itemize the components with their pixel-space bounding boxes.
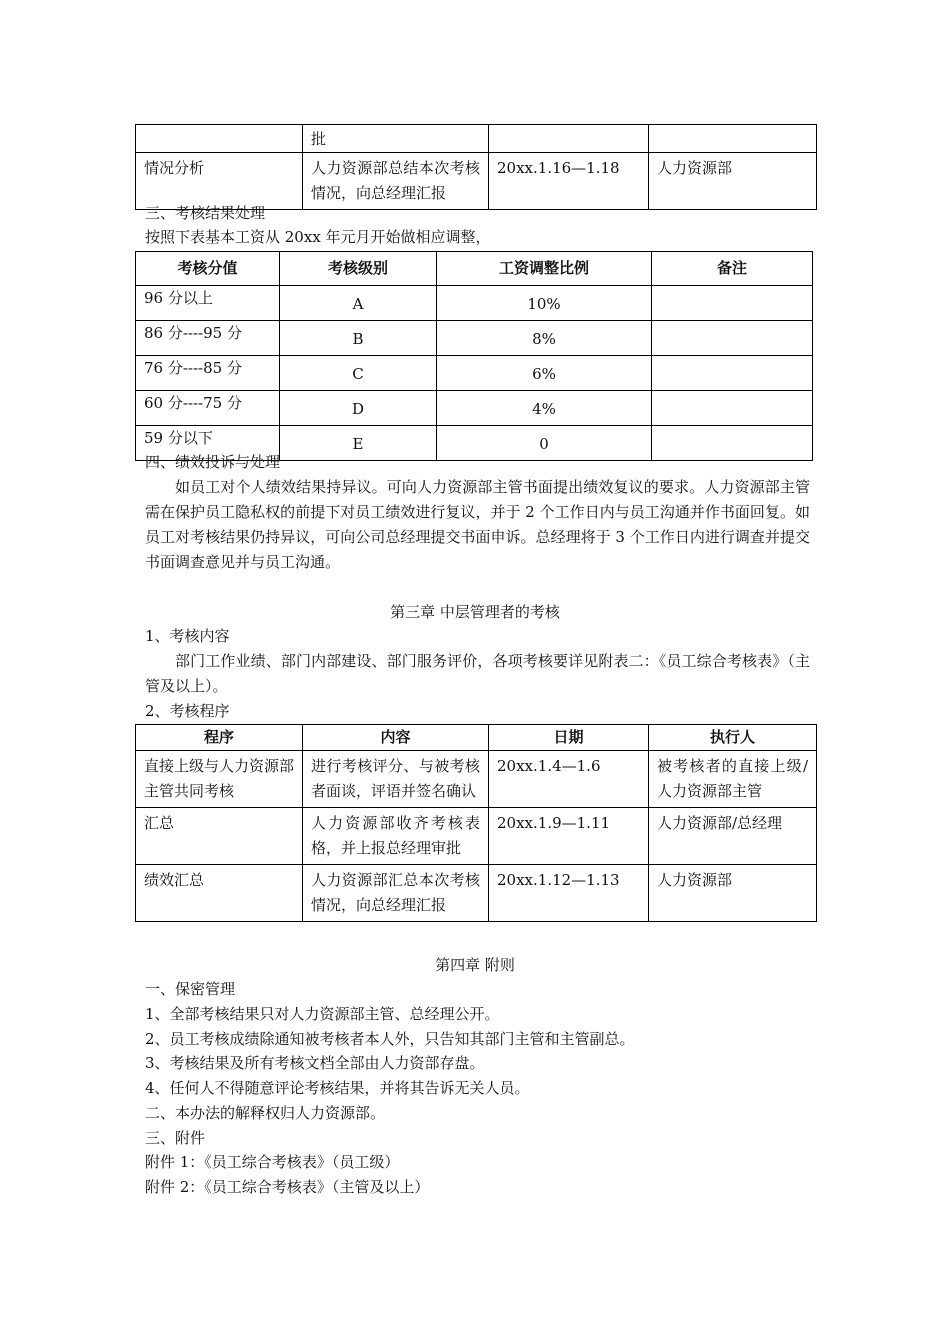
list-item: 4、任何人不得随意评论考核结果，并将其告诉无关人员。 [145, 1079, 530, 1097]
column-header: 内容 [303, 725, 489, 751]
table-row [136, 751, 817, 808]
table-row [136, 286, 813, 321]
list-item: 2、员工考核成绩除通知被考核者本人外，只告知其部门主管和主管副总。 [145, 1030, 635, 1048]
column-header: 考核分值 [136, 252, 280, 286]
table-cell: 直接上级与人力资源部主管共同考核 [136, 751, 303, 808]
column-header: 程序 [136, 725, 303, 751]
table-cell: 人力资源部 [649, 865, 817, 922]
table-row [136, 321, 813, 356]
chapter-title: 第三章 中层管理者的考核 [390, 603, 560, 621]
table-cell: 绩效汇总 [136, 865, 303, 922]
table-cell: 76 分----85 分 [136, 356, 280, 391]
table-cell [136, 125, 303, 153]
table-cell: B [280, 321, 437, 356]
assessment-schedule-table-continued [135, 124, 817, 210]
table-cell: 人力资源部/总经理 [649, 808, 817, 865]
procedure-table [135, 724, 817, 922]
table-row [136, 356, 813, 391]
chapter-title: 第四章 附则 [435, 956, 515, 974]
list-item: 附件 2：《员工综合考核表》（主管及以上） [145, 1178, 430, 1196]
column-header: 执行人 [649, 725, 817, 751]
table-cell: 被考核者的直接上级/人力资源部主管 [649, 751, 817, 808]
salary-adjustment-table [135, 251, 813, 461]
table-cell [652, 391, 813, 426]
table-cell: 6% [437, 356, 652, 391]
table-cell [649, 125, 817, 153]
column-header: 日期 [489, 725, 649, 751]
column-header: 备注 [652, 252, 813, 286]
table-cell: A [280, 286, 437, 321]
list-item: 一、保密管理 [145, 980, 236, 998]
table-cell: 人力资源部收齐考核表格，并上报总经理审批 [303, 808, 489, 865]
table-cell [489, 125, 649, 153]
table-row [136, 125, 817, 153]
paragraph: 如员工对个人绩效结果持异议。可向人力资源部主管书面提出绩效复议的要求。人力资源部主管需在保护员工隐私权的前提下对员工绩效进行复议，并于 2 个工作日内与员工沟通并作书面回复。如员工对考核结果仍持异议，可向公司总经理提交书面申诉。总经理将于 3 个工作日内进行调查并提交书面调查意见并与员工沟通。 [145, 478, 810, 571]
table-cell: 人力资源部总结本次考核情况，向总经理汇报 [303, 153, 489, 210]
table-cell: 20xx.1.12—1.13 [489, 865, 649, 922]
table-cell [652, 321, 813, 356]
table-cell: 8% [437, 321, 652, 356]
section-heading: 1、考核内容 [145, 627, 230, 645]
paragraph: 按照下表基本工资从 20xx 年元月开始做相应调整， [145, 228, 491, 246]
table-cell: 人力资源部汇总本次考核情况，向总经理汇报 [303, 865, 489, 922]
section-heading: 2、考核程序 [145, 702, 230, 720]
table-cell: 4% [437, 391, 652, 426]
section-heading: 四、绩效投诉与处理 [145, 453, 281, 471]
table-cell [652, 356, 813, 391]
list-item: 3、考核结果及所有考核文档全部由人力资部存盘。 [145, 1054, 485, 1072]
table-cell: 进行考核评分、与被考核者面谈，评语并签名确认 [303, 751, 489, 808]
table-cell: 60 分----75 分 [136, 391, 280, 426]
table-cell [652, 426, 813, 461]
table-cell: C [280, 356, 437, 391]
table-cell: 情况分析 [136, 153, 303, 210]
section-heading: 三、考核结果处理 [145, 204, 266, 222]
table-cell: 20xx.1.9—1.11 [489, 808, 649, 865]
table-cell: 59 分以下 [136, 426, 280, 461]
table-cell: 20xx.1.4—1.6 [489, 751, 649, 808]
table-cell: 20xx.1.16—1.18 [489, 153, 649, 210]
column-header: 考核级别 [280, 252, 437, 286]
table-row [136, 391, 813, 426]
column-header: 工资调整比例 [437, 252, 652, 286]
table-cell: 86 分----95 分 [136, 321, 280, 356]
table-cell: 10% [437, 286, 652, 321]
list-item: 三、附件 [145, 1129, 206, 1147]
table-cell: 人力资源部 [649, 153, 817, 210]
table-cell: 96 分以上 [136, 286, 280, 321]
table-row [136, 865, 817, 922]
table-cell: 汇总 [136, 808, 303, 865]
table-cell: D [280, 391, 437, 426]
table-header-row [136, 725, 817, 751]
list-item: 附件 1：《员工综合考核表》（员工级） [145, 1153, 400, 1171]
paragraph: 部门工作业绩、部门内部建设、部门服务评价，各项考核要详见附表二：《员工综合考核表》（主管及以上）。 [145, 652, 810, 695]
table-row [136, 808, 817, 865]
table-cell: 批 [303, 125, 489, 153]
list-item: 二、本办法的解释权归人力资源部。 [145, 1104, 386, 1122]
table-cell [652, 286, 813, 321]
list-item: 1、全部考核结果只对人力资源部主管、总经理公开。 [145, 1005, 500, 1023]
table-cell: E [280, 426, 437, 461]
table-cell: 0 [437, 426, 652, 461]
table-header-row [136, 252, 813, 286]
